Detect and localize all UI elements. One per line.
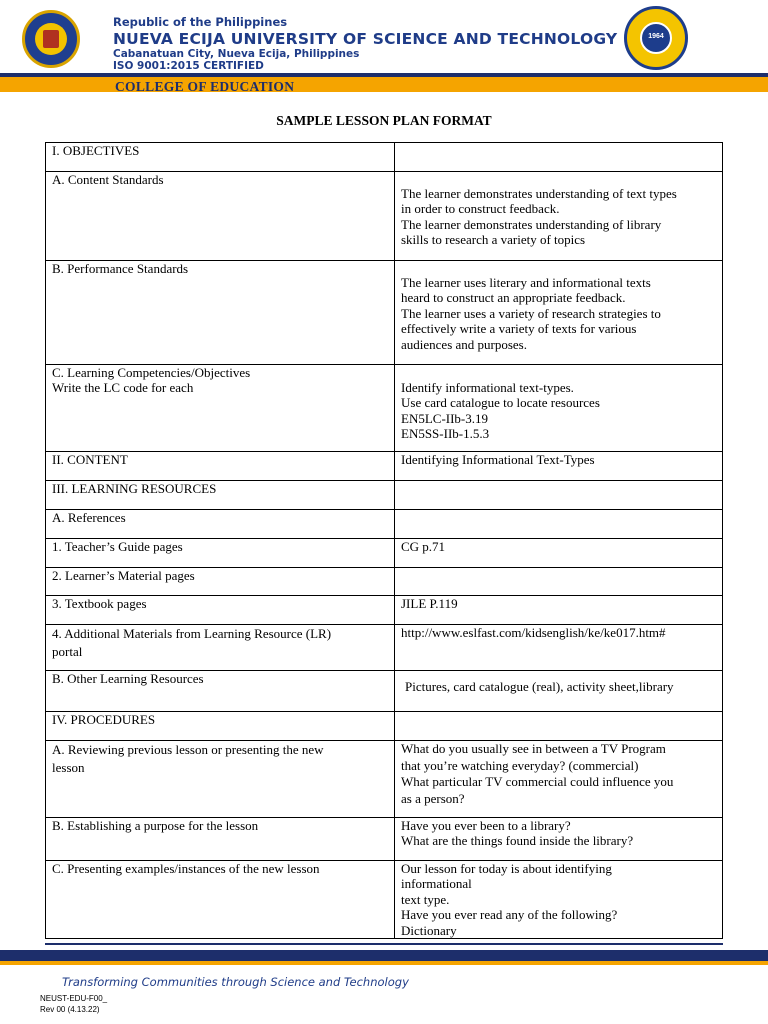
row-value: CG p.71 <box>395 539 723 568</box>
row-value <box>395 481 723 510</box>
row-label: 4. Additional Materials from Learning Resource (LR) portal <box>46 625 395 671</box>
form-code: NEUST-EDU-F00_ <box>40 994 108 1003</box>
row-value <box>395 712 723 741</box>
row-value: What do you usually see in between a TV Program that you’re watching everyday? (commercial) What particular TV commercial could influence you as a person? <box>395 741 723 818</box>
university-seal-icon <box>22 10 80 68</box>
table-row <box>46 861 723 939</box>
row-value: Our lesson for today is about identifying informational text type. Have you ever read any of the following? Dictionary <box>395 861 723 939</box>
city-line: Cabanatuan City, Nueva Ecija, Philippines <box>113 48 360 60</box>
row-label: B. Performance Standards <box>46 261 395 365</box>
college-seal-year: 1964 <box>648 33 664 40</box>
row-value: The learner demonstrates understanding of text types in order to construct feedback. The learner demonstrates understanding of library skills to research a variety of topics <box>395 172 723 261</box>
table-row <box>46 712 723 741</box>
table-row <box>46 539 723 568</box>
college-name: COLLEGE OF EDUCATION <box>115 79 295 94</box>
table-row <box>46 143 723 172</box>
row-value: Identifying Informational Text-Types <box>395 452 723 481</box>
table-row <box>46 596 723 625</box>
row-label: 3. Textbook pages <box>46 596 395 625</box>
row-value: Have you ever been to a library? What are the things found inside the library? <box>395 818 723 861</box>
table-row <box>46 818 723 861</box>
row-label: A. Reviewing previous lesson or presenting the new lesson <box>46 741 395 818</box>
row-label: B. Other Learning Resources <box>46 671 395 712</box>
iso-line: ISO 9001:2015 CERTIFIED <box>113 60 264 72</box>
footer-rule <box>45 943 723 945</box>
row-value <box>395 568 723 596</box>
row-label: A. Content Standards <box>46 172 395 261</box>
republic-line: Republic of the Philippines <box>113 15 288 29</box>
table-row <box>46 365 723 452</box>
row-label: C. Learning Competencies/Objectives Write the LC code for each <box>46 365 395 452</box>
lesson-plan-table <box>45 142 723 939</box>
table-row <box>46 625 723 671</box>
footer-tagline: Transforming Communities through Science and Technology <box>62 975 409 989</box>
row-label: III. LEARNING RESOURCES <box>46 481 395 510</box>
table-row <box>46 172 723 261</box>
row-label: C. Presenting examples/instances of the new lesson <box>46 861 395 939</box>
row-value: http://www.eslfast.com/kidsenglish/ke/ke017.htm# <box>395 625 723 671</box>
row-label: IV. PROCEDURES <box>46 712 395 741</box>
row-label: 1. Teacher’s Guide pages <box>46 539 395 568</box>
row-value <box>395 143 723 172</box>
table-row <box>46 671 723 712</box>
row-value: Identify informational text-types. Use card catalogue to locate resources EN5LC-IIb-3.19 EN5SS-IIb-1.5.3 <box>395 365 723 452</box>
table-row <box>46 261 723 365</box>
row-label: 2. Learner’s Material pages <box>46 568 395 596</box>
table-row <box>46 568 723 596</box>
row-label: I. OBJECTIVES <box>46 143 395 172</box>
row-value: The learner uses literary and informational texts heard to construct an appropriate feedback. The learner uses a variety of research strategies to effectively write a variety of texts for various audiences and purposes. <box>395 261 723 365</box>
revision-code: Rev 00 (4.13.22) <box>40 1005 100 1014</box>
table-row <box>46 741 723 818</box>
table-row <box>46 510 723 539</box>
row-value: Pictures, card catalogue (real), activity sheet,library <box>395 671 723 712</box>
university-name: NUEVA ECIJA UNIVERSITY OF SCIENCE AND TECHNOLOGY <box>113 30 618 48</box>
row-value: JILE P.119 <box>395 596 723 625</box>
footer-stripe-navy <box>0 950 768 961</box>
table-row <box>46 481 723 510</box>
row-label: II. CONTENT <box>46 452 395 481</box>
row-label: B. Establishing a purpose for the lesson <box>46 818 395 861</box>
table-row <box>46 452 723 481</box>
row-label: A. References <box>46 510 395 539</box>
document-title: SAMPLE LESSON PLAN FORMAT <box>276 113 492 128</box>
row-value <box>395 510 723 539</box>
footer-stripe-gold <box>0 961 768 965</box>
college-seal-icon <box>624 6 688 70</box>
